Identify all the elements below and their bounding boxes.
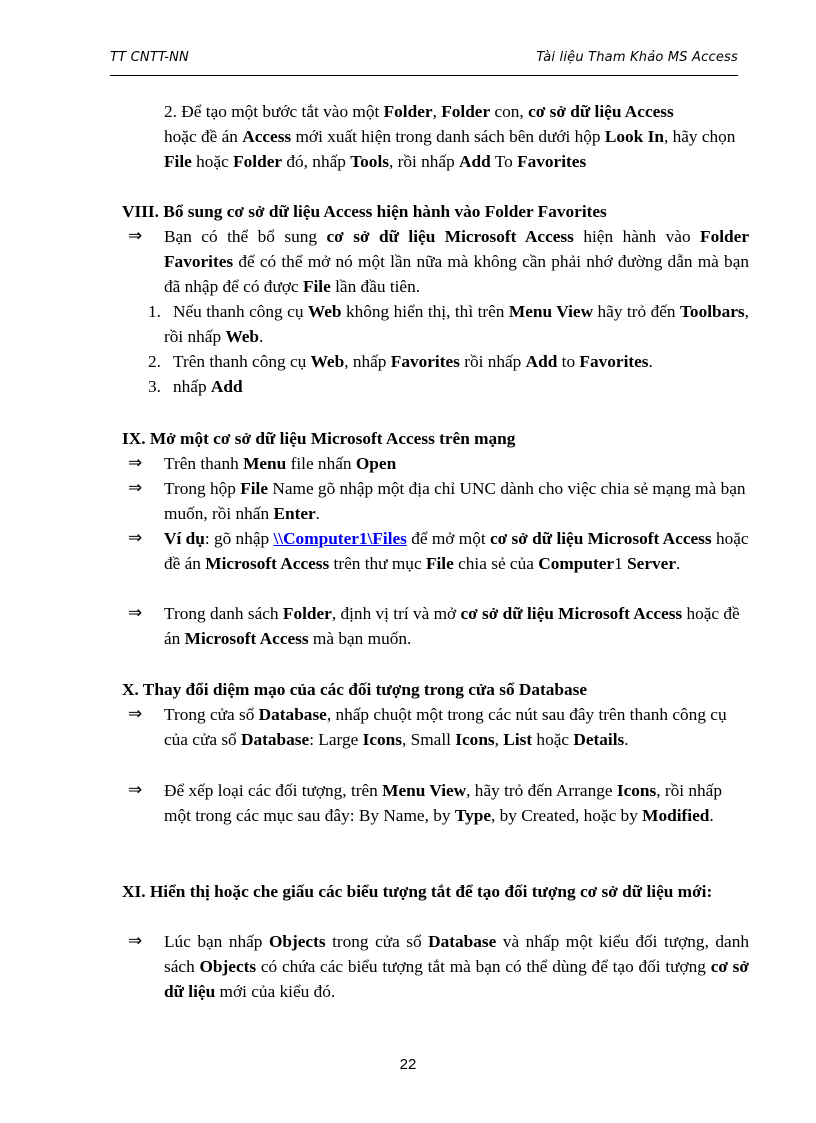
step-number: 2. [148, 352, 161, 371]
implies-arrow-icon: ⇒ [128, 704, 143, 724]
section-9-bullet-1: Trên thanh Menu file nhấn Open [164, 454, 397, 473]
section-8-step-1: Nếu thanh công cụ Web không hiển thị, thì trên Menu View hãy trỏ đến Toolbars, rồi nhấp Web. [164, 302, 749, 346]
section-8-bullet: Bạn có thể bổ sung cơ sở dữ liệu Microsoft Access hiện hành vào Folder Favorites để có thể mở nó một lần nữa mà không cần phải nhớ đường dẫn mà bạn đã nhập để có được File lần đầu tiên. [164, 227, 749, 296]
implies-arrow-icon: ⇒ [128, 603, 143, 623]
implies-arrow-icon: ⇒ [128, 478, 143, 498]
step-number: 3. [148, 377, 161, 396]
header-rule [110, 75, 738, 76]
section-10-heading: X. Thay đổi diệm mạo của các đối tượng trong cửa sổ Database [122, 680, 588, 699]
section-10-bullet-1: Trong cửa sổ Database, nhấp chuột một trong các nút sau đây trên thanh công cụ của cửa sổ Database: Large Icons, Small Icons, List hoặc Details. [164, 705, 727, 749]
section-11-bullet: Lúc bạn nhấp Objects trong cửa sổ Database và nhấp một kiểu đối tượng, danh sách Objects có chứa các biểu tượng tắt mà bạn có thể dùng để tạo đối tượng cơ sở dữ liệu mới của kiểu đó. [164, 932, 749, 1001]
intro-paragraph: 2. Để tạo một bước tắt vào một Folder, Folder con, cơ sở dữ liệu Access hoặc đề án Access mới xuất hiện trong danh sách bên dưới hộp Look In, hãy chọn File hoặc Folder đó, nhấp Tools, rồi nhấp Add To Favorites [164, 102, 736, 171]
section-8-heading: VIII. Bổ sung cơ sở dữ liệu Access hiện hành vào Folder Favorites [122, 202, 607, 221]
unc-path-link[interactable]: \\Computer1\Files [273, 529, 407, 548]
section-9-bullet-4: Trong danh sách Folder, định vị trí và mở cơ sở dữ liệu Microsoft Access hoặc đề án Microsoft Access mà bạn muốn. [164, 604, 740, 648]
section-10-bullet-2: Để xếp loại các đối tượng, trên Menu View, hãy trỏ đến Arrange Icons, rồi nhấp một trong các mục sau đây: By Name, by Type, by Created, hoặc by Modified. [164, 781, 722, 825]
implies-arrow-icon: ⇒ [128, 226, 143, 246]
implies-arrow-icon: ⇒ [128, 931, 143, 951]
section-9-bullet-3: Ví dụ: gõ nhập \\Computer1\Files để mở một cơ sở dữ liệu Microsoft Access hoặc đề án Microsoft Access trên thư mục File chia sẻ của Computer1 Server. [164, 529, 749, 573]
header-right: Tài liệu Tham Khảo MS Access [536, 50, 738, 65]
header-left: TT CNTT-NN [110, 50, 189, 65]
section-9-bullet-2: Trong hộp File Name gõ nhập một địa chỉ UNC dành cho việc chia sẻ mạng mà bạn muốn, rồi nhấn Enter. [164, 479, 746, 523]
implies-arrow-icon: ⇒ [128, 453, 143, 473]
section-9-heading: IX. Mở một cơ sở dữ liệu Microsoft Access trên mạng [122, 429, 516, 448]
section-8-step-2: Trên thanh công cụ Web, nhấp Favorites rồi nhấp Add to Favorites. [173, 352, 653, 371]
page-number: 22 [399, 1056, 417, 1073]
implies-arrow-icon: ⇒ [128, 528, 143, 548]
step-number: 1. [148, 302, 161, 321]
section-11-heading: XI. Hiển thị hoặc che giấu các biểu tượng tắt để tạo đối tượng cơ sở dữ liệu mới: [122, 882, 713, 901]
section-8-step-3: nhấp Add [173, 377, 243, 396]
implies-arrow-icon: ⇒ [128, 780, 143, 800]
